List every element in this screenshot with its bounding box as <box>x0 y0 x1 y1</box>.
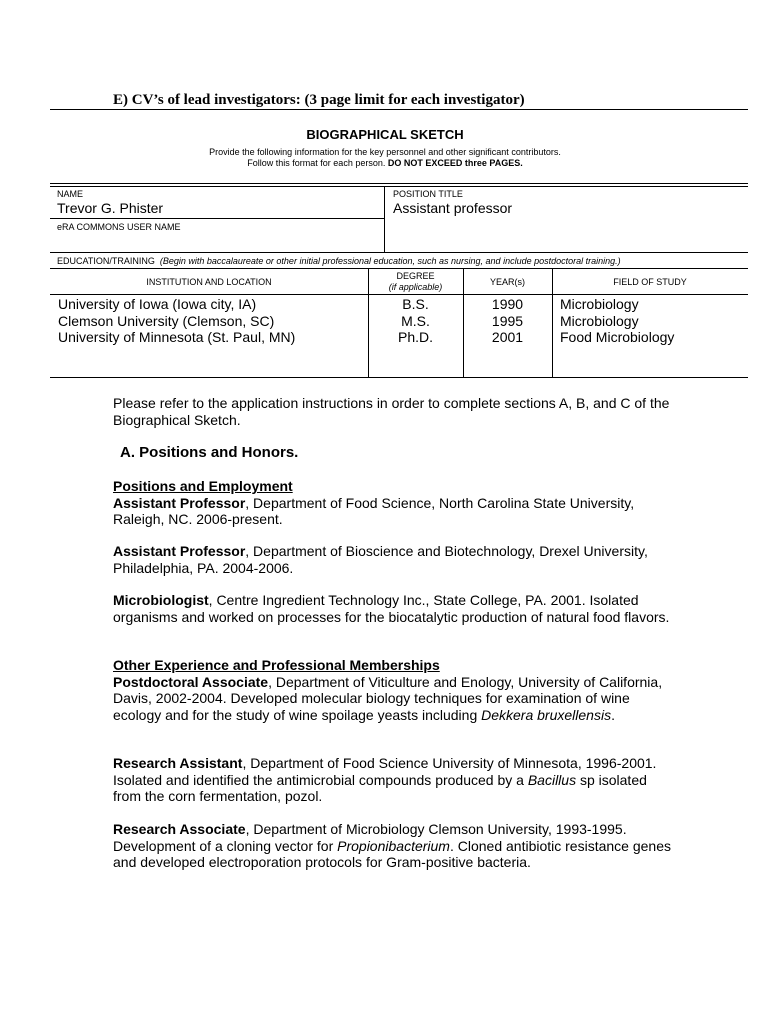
sketch-instruction-2 <box>0 158 770 168</box>
entry-role: Research Associate <box>113 821 246 837</box>
entry-end: sp isolated from the corn fermentation, pozol. <box>113 771 647 804</box>
name-label: NAME <box>57 189 84 199</box>
form-rule-top-thick <box>50 183 748 184</box>
education-label: EDUCATION/TRAINING <box>57 256 155 266</box>
section-heading: E) CV’s of lead investigators: (3 page limit for each investigator) <box>113 92 525 108</box>
employment-heading: Positions and Employment <box>113 478 293 494</box>
entry-text: , Department of Viticulture and Enology, University of California, Davis, 2002-2004. Developed molecular biology techniques for examination of wine ecology and for the study of wine spoilage yeasts including <box>113 673 663 723</box>
entry-role: Research Assistant <box>113 755 243 771</box>
entry-text: , Centre Ingredient Technology Inc., State College, PA. 2001. Isolated organisms and worked on processes for the biocatalytic production of natural food flavors. <box>113 592 670 625</box>
entry-role: Postdoctoral Associate <box>113 673 269 690</box>
entry-end: . <box>611 706 615 723</box>
employment-entry <box>113 495 673 528</box>
other-experience-heading: Other Experience and Professional Memberships <box>113 657 440 673</box>
entry-text: , Department of Microbiology Clemson University, 1993-1995. Development of a cloning vector for <box>113 821 627 854</box>
position-value: Assistant professor <box>393 200 513 216</box>
entry-italic: Propionibacterium <box>337 837 450 854</box>
heading-rule <box>50 109 748 110</box>
section-a-title: A. Positions and Honors. <box>120 444 299 461</box>
research-associate-entry <box>113 821 673 871</box>
era-label: eRA COMMONS USER NAME <box>57 222 181 232</box>
research-assistant-entry <box>113 755 673 805</box>
intro-text: Please refer to the application instructions in order to complete sections A, B, and C of the Biographical Sketch. <box>113 395 670 428</box>
name-position-divider <box>384 186 385 252</box>
header-degree: DEGREE <box>396 271 435 281</box>
entry-italic: Dekkera bruxellensis <box>481 706 612 723</box>
header-years: YEAR(s) <box>489 277 525 287</box>
education-label-row <box>57 256 621 266</box>
header-field: FIELD OF STUDY <box>613 277 687 287</box>
name-value: Trevor G. Phister <box>57 200 164 216</box>
entry-text: , Department of Bioscience and Biotechnology, Drexel University, Philadelphia, PA. 2004-2006. <box>113 543 648 576</box>
instruction-text: Follow this format for each person. <box>247 158 388 168</box>
other-experience-block <box>113 657 673 723</box>
entry-italic: Bacillus <box>527 771 577 788</box>
table-header-rule <box>50 294 748 295</box>
table-rule-bottom <box>50 377 748 378</box>
employment-entry <box>113 592 673 625</box>
entry-role: Assistant Professor <box>113 543 246 559</box>
education-note: (Begin with baccalaureate or other initial professional education, such as nursing, and include postdoctoral training.) <box>159 256 621 266</box>
instruction-emphasis: DO NOT EXCEED three PAGES. <box>387 158 523 168</box>
postdoc-entry <box>113 674 673 724</box>
employment-block <box>113 478 673 528</box>
institutions-cell: University of Iowa (Iowa city, IA) Clemson University (Clemson, SC) University of Minnesota (St. Paul, MN) <box>58 296 296 345</box>
header-institution: INSTITUTION AND LOCATION <box>146 277 272 287</box>
degrees-cell: B.S. M.S. Ph.D. <box>397 296 433 345</box>
entry-role: Microbiologist <box>113 592 209 608</box>
header-degree-note: (if applicable) <box>388 282 443 292</box>
fields-cell: Microbiology Microbiology Food Microbiology <box>560 296 675 345</box>
name-era-divider <box>50 218 384 219</box>
table-rule-top <box>50 268 748 269</box>
years-cell: 1990 1995 2001 <box>491 296 524 345</box>
employment-entry <box>113 543 673 576</box>
entry-role: Assistant Professor <box>113 494 246 511</box>
entry-text: , Department of Food Science, North Carolina State University, Raleigh, NC. 2006-present. <box>113 494 635 527</box>
form-rule-education <box>50 252 748 253</box>
sketch-title: BIOGRAPHICAL SKETCH <box>306 127 464 142</box>
form-rule-top <box>50 186 748 187</box>
entry-end: . Cloned antibiotic resistance genes and developed electroporation protocols for Gram-positive bacteria. <box>113 837 671 870</box>
position-label: POSITION TITLE <box>393 189 463 199</box>
entry-text: , Department of Food Science University of Minnesota, 1996-2001. Isolated and identified the antimicrobial compounds produced by a <box>113 755 657 788</box>
sketch-instruction-1: Provide the following information for the key personnel and other significant contributors. <box>209 147 561 157</box>
